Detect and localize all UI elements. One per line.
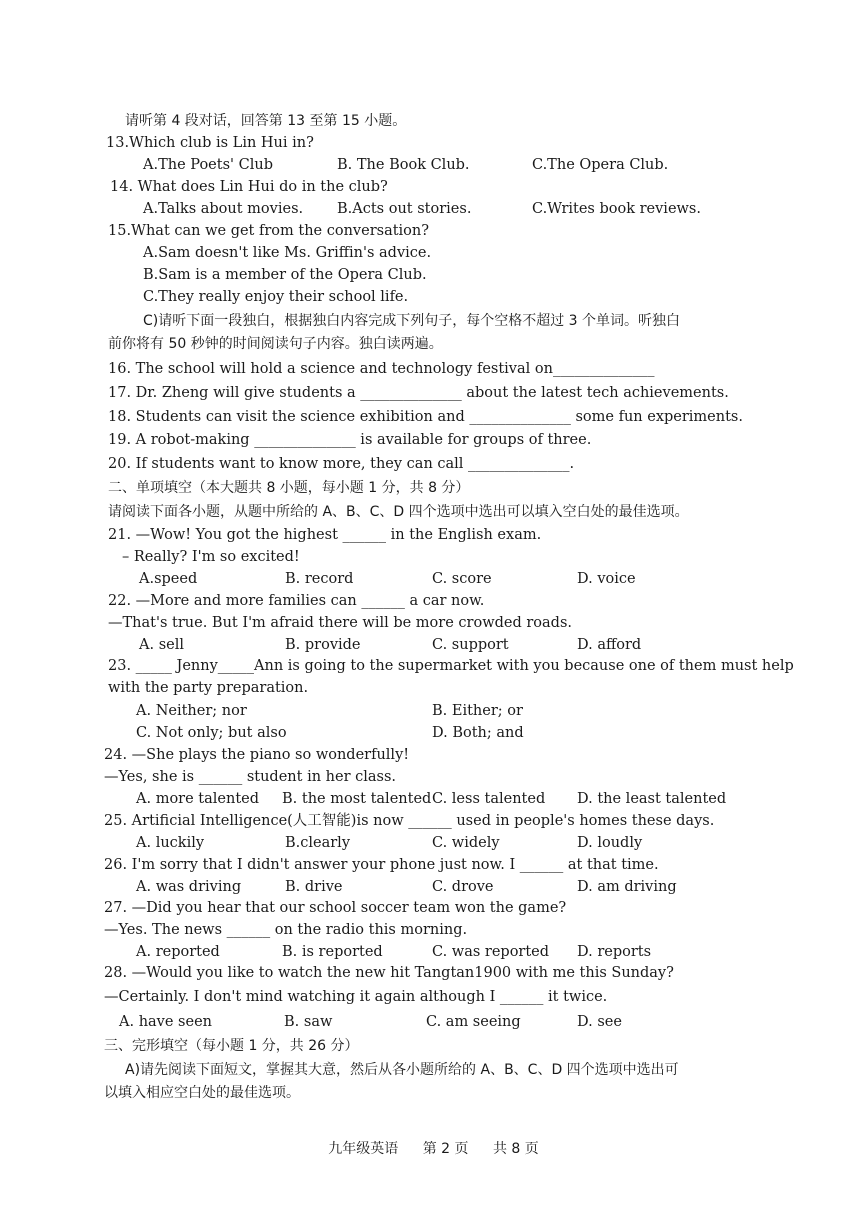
q21-option-a: A.speed [139, 571, 198, 587]
q14-option-b: B.Acts out stories. [337, 201, 472, 217]
q15-option-a: A.Sam doesn't like Ms. Griffin's advice. [143, 245, 432, 261]
section3-title: 三、完形填空（每小题 1 分，共 26 分） [104, 1038, 359, 1054]
q15-option-b: B.Sam is a member of the Opera Club. [143, 267, 427, 283]
q22-option-a: A. sell [139, 637, 184, 653]
part-c-intro-line1: C)请听下面一段独白，根据独白内容完成下列句子，每个空格不超过 3 个单词。听独白 [143, 313, 681, 329]
q13-option-c: C.The Opera Club. [532, 157, 669, 173]
q21-option-c: C. score [432, 571, 492, 587]
q26-option-d: D. am driving [577, 879, 677, 895]
question-15-stem: 15.What can we get from the conversation? [108, 223, 430, 239]
q25-option-d: D. loudly [577, 835, 643, 851]
q28-line1: 28. —Would you like to watch the new hit Tangtan1900 with me this Sunday? [104, 965, 674, 981]
q23-option-d: D. Both; and [432, 725, 524, 741]
q24-option-d: D. the least talented [577, 791, 727, 807]
question-14-stem: 14. What does Lin Hui do in the club? [110, 179, 388, 195]
fill-sentence-16: 16. The school will hold a science and technology festival on______________ [108, 361, 655, 377]
q27-option-c: C. was reported [432, 944, 550, 960]
fill-sentence-18: 18. Students can visit the science exhibition and ______________ some fun experiments. [108, 409, 743, 425]
q28-option-d: D. see [577, 1014, 622, 1030]
q23-line2: with the party preparation. [108, 680, 309, 696]
q21-line1: 21. —Wow! You got the highest ______ in the English exam. [108, 527, 542, 543]
fill-sentence-20: 20. If students want to know more, they can call ______________. [108, 456, 575, 472]
q24-option-b: B. the most talented [282, 791, 432, 807]
q24-option-c: C. less talented [432, 791, 546, 807]
q28-line2: —Certainly. I don't mind watching it again although I ______ it twice. [104, 989, 608, 1005]
q21-line2: – Really? I'm so excited! [122, 549, 300, 565]
q22-option-c: C. support [432, 637, 509, 653]
section3-intro-line2: 以填入相应空白处的最佳选项。 [104, 1085, 300, 1101]
q28-option-a: A. have seen [119, 1014, 212, 1030]
q23-option-c: C. Not only; but also [136, 725, 287, 741]
q26-option-a: A. was driving [136, 879, 242, 895]
footer-subject: 九年级英语 [328, 1141, 399, 1157]
q14-option-c: C.Writes book reviews. [532, 201, 701, 217]
q22-option-b: B. provide [285, 637, 361, 653]
q24-line1: 24. —She plays the piano so wonderfully! [104, 747, 410, 763]
q25-option-c: C. widely [432, 835, 500, 851]
fill-sentence-19: 19. A robot-making ______________ is available for groups of three. [108, 432, 592, 448]
q21-option-d: D. voice [577, 571, 636, 587]
q25-option-b: B.clearly [285, 835, 351, 851]
part-c-intro-line2: 前你将有 50 秒钟的时间阅读句子内容。独白读两遍。 [108, 336, 443, 352]
q15-option-c: C.They really enjoy their school life. [143, 289, 409, 305]
q23-option-a: A. Neither; nor [136, 703, 247, 719]
footer-total: 共 8 页 [492, 1141, 539, 1157]
q13-option-a: A.The Poets' Club [143, 157, 273, 173]
q26-option-b: B. drive [285, 879, 343, 895]
q26-option-c: C. drove [432, 879, 494, 895]
q27-line2: —Yes. The news ______ on the radio this morning. [104, 922, 468, 938]
q27-option-a: A. reported [136, 944, 220, 960]
q24-line2: —Yes, she is ______ student in her class. [104, 769, 397, 785]
section2-title: 二、单项填空（本大题共 8 小题，每小题 1 分，共 8 分） [108, 480, 470, 496]
q28-option-b: B. saw [284, 1014, 333, 1030]
q27-option-d: D. reports [577, 944, 652, 960]
question-13-stem: 13.Which club is Lin Hui in? [106, 135, 314, 151]
q22-line2: —That's true. But I'm afraid there will be more crowded roads. [108, 615, 572, 631]
q22-line1: 22. —More and more families can ______ a car now. [108, 593, 485, 609]
section4-intro: 请听第 4 段对话，回答第 13 至第 15 小题。 [125, 113, 407, 129]
q27-option-b: B. is reported [282, 944, 383, 960]
q25-line1: 25. Artificial Intelligence(人工智能)is now ______ used in people's homes these days. [104, 813, 715, 829]
q28-option-c: C. am seeing [426, 1014, 521, 1030]
q24-option-a: A. more talented [136, 791, 260, 807]
q13-option-b: B. The Book Club. [337, 157, 470, 173]
q21-option-b: B. record [285, 571, 354, 587]
q25-option-a: A. luckily [136, 835, 205, 851]
q23-line1: 23. _____ Jenny_____Ann is going to the supermarket with you because one of them must help [108, 658, 794, 674]
footer-page: 第 2 页 [422, 1141, 469, 1157]
q14-option-a: A.Talks about movies. [143, 201, 304, 217]
q27-line1: 27. —Did you hear that our school soccer team won the game? [104, 900, 567, 916]
section3-intro-line1: A)请先阅读下面短文，掌握其大意，然后从各小题所给的 A、B、C、D 四个选项中选出可 [125, 1062, 679, 1078]
q26-line1: 26. I'm sorry that I didn't answer your phone just now. I ______ at that time. [104, 857, 659, 873]
q23-option-b: B. Either; or [432, 703, 523, 719]
page-footer [0, 1138, 867, 1158]
fill-sentence-17: 17. Dr. Zheng will give students a ______________ about the latest tech achievements. [108, 385, 729, 401]
q22-option-d: D. afford [577, 637, 642, 653]
section2-intro: 请阅读下面各小题，从题中所给的 A、B、C、D 四个选项中选出可以填入空白处的最佳选项。 [108, 504, 689, 520]
